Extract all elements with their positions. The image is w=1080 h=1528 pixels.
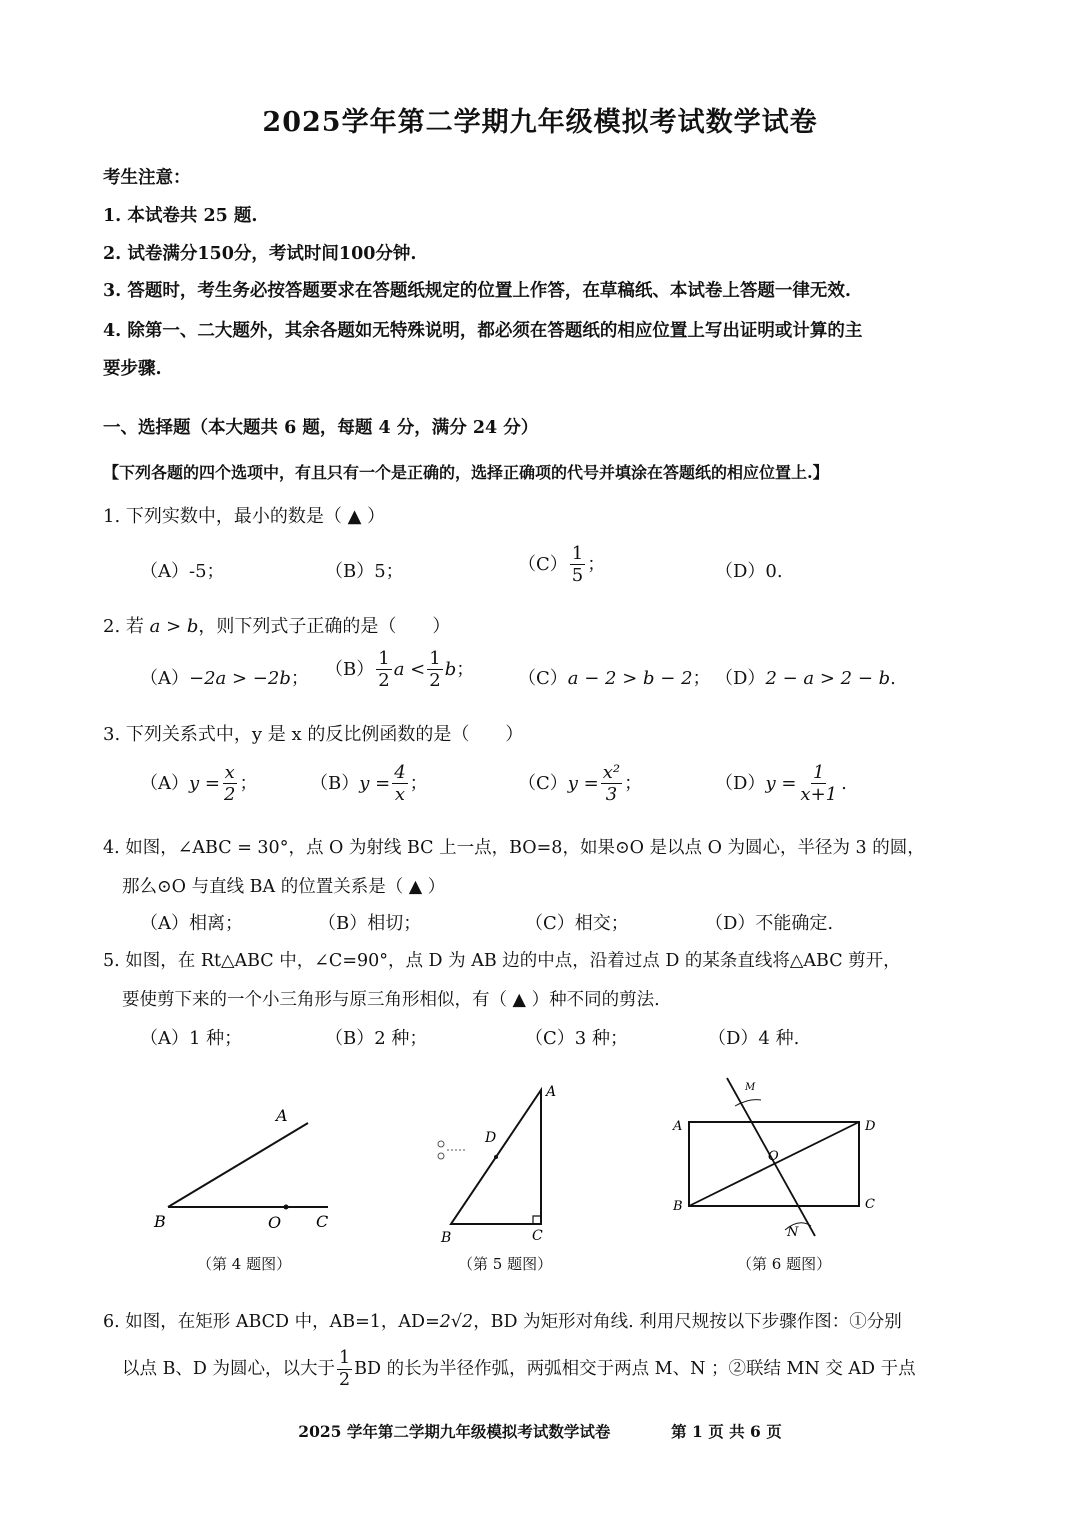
notice-item-4-cont: 要步骤. <box>103 359 162 379</box>
fig6-label-b: B <box>673 1199 683 1214</box>
q4-option-a: （A）相离； <box>140 913 243 934</box>
q4-option-d: （D）不能确定. <box>705 913 834 934</box>
question-4-line1: 4. 如图，∠ABC = 30°，点 O 为射线 BC 上一点，BO=8，如果⊙O 是以点 O 为圆心，半径为 3 的圆， <box>103 838 925 858</box>
q2-option-b: （B） $\frac{1}{2}$ a < $\frac{1}{2}$ b； <box>325 648 475 691</box>
notice-item-3: 3. 答题时，考生务必按答题要求在答题纸规定的位置上作答，在草稿纸、本试卷上答题一律无效. <box>103 281 851 301</box>
section-instruction: 【下列各题的四个选项中，有且只有一个是正确的，选择正确项的代号并填涂在答题纸的相应位置上.】 <box>103 463 829 482</box>
q3-option-d: （D）y = $\frac{1}{x+1}$ . <box>715 762 847 805</box>
q3-option-a: （A）y = $\frac{x}{2}$ ； <box>140 762 258 805</box>
question-3-stem: 3. 下列关系式中，y 是 x 的反比例函数的是（ ） <box>103 724 524 745</box>
fig5-label-c: C <box>532 1228 543 1244</box>
figure-4-caption: （第 4 题图） <box>197 1255 292 1273</box>
footer-title: 2025 学年第二学期九年级模拟考试数学试卷 <box>298 1422 611 1441</box>
q2-option-a: （A）−2a > −2b； <box>140 668 309 689</box>
page-footer <box>0 1420 1080 1442</box>
q5-option-d: （D）4 种. <box>708 1028 800 1049</box>
q2-option-d: （D）2 − a > 2 − b. <box>715 668 896 689</box>
q4-option-c: （C）相交； <box>525 913 629 934</box>
fig5-label-a: A <box>546 1084 557 1100</box>
question-1-stem: 1. 下列实数中，最小的数是（ ▲ ） <box>103 506 386 527</box>
question-6-line2: 以点 B、D 为圆心，以大于 $\frac{1}{2}$ BD 的长为半径作弧，两弧相交于两点 M、N ；②联结 MN 交 AD 于点 <box>122 1348 916 1390</box>
figure-6-caption: （第 6 题图） <box>737 1255 832 1273</box>
q1-option-d: （D）0. <box>715 561 783 582</box>
notice-item-2: 2. 试卷满分150分，考试时间100分钟. <box>103 244 417 264</box>
fig4-label-c: C <box>316 1212 329 1231</box>
fig5-label-b: B <box>441 1230 452 1246</box>
page-number: 第 1 页 共 6 页 <box>671 1422 782 1441</box>
q2-option-c: （C）a − 2 > b − 2； <box>518 668 711 689</box>
figure-5-caption: （第 5 题图） <box>458 1255 553 1273</box>
q1-option-c: （C） $\frac{1}{5}$ ； <box>518 543 606 586</box>
question-6-line1: 6. 如图，在矩形 ABCD 中，AB=1，AD=2√2，BD 为矩形对角线. 利用尺规按以下步骤作图：①分别 <box>103 1312 902 1332</box>
notice-heading: 考生注意： <box>103 168 191 188</box>
figure-5 <box>425 1080 575 1250</box>
figure-6 <box>665 1070 895 1245</box>
fig4-label-o: O <box>268 1213 282 1232</box>
q3-option-c: （C）y = $\frac{\text{x²}}{3}$ ； <box>518 762 643 805</box>
notice-item-4: 4. 除第一、二大题外，其余各题如无特殊说明，都必须在答题纸的相应位置上写出证明或计算的主 <box>103 321 863 341</box>
fig6-label-o: O <box>768 1149 779 1164</box>
q5-option-a: （A）1 种； <box>140 1028 243 1049</box>
fig6-label-d: D <box>865 1119 876 1134</box>
question-2-stem: 2. 若 a > b，则下列式子正确的是（ ） <box>103 616 451 637</box>
fig6-label-n: N <box>787 1225 799 1240</box>
q5-option-c: （C）3 种； <box>525 1028 628 1049</box>
page-title: 2025学年第二学期九年级模拟考试数学试卷 <box>262 107 818 138</box>
q5-option-b: （B）2 种； <box>325 1028 428 1049</box>
figure-4 <box>140 1095 360 1245</box>
q4-option-b: （B）相切； <box>318 913 422 934</box>
q1-option-a: （A）-5； <box>140 561 225 582</box>
fig4-label-b: B <box>154 1212 166 1231</box>
question-5-line2: 要使剪下来的一个小三角形与原三角形相似，有（ ▲ ）种不同的剪法. <box>122 990 660 1010</box>
section-heading: 一、选择题（本大题共 6 题，每题 4 分，满分 24 分） <box>103 418 539 438</box>
fig5-label-d: D <box>485 1130 497 1146</box>
notice-item-1: 1. 本试卷共 25 题. <box>103 206 258 226</box>
fig6-label-c: C <box>865 1197 875 1212</box>
q3-option-b: （B）y = $\frac{4}{x}$ ； <box>310 762 428 805</box>
fig6-label-m: M <box>745 1082 756 1093</box>
fig4-label-a: A <box>276 1106 288 1125</box>
fig6-label-a: A <box>673 1119 683 1134</box>
scissors-icon <box>438 1141 444 1147</box>
q1-option-b: （B）5； <box>325 561 404 582</box>
question-4-line2: 那么⊙O 与直线 BA 的位置关系是（ ▲ ） <box>122 877 446 897</box>
question-5-line1: 5. 如图，在 Rt△ABC 中，∠C=90°，点 D 为 AB 边的中点，沿着过点 D 的某条直线将△ABC 剪开， <box>103 951 901 971</box>
